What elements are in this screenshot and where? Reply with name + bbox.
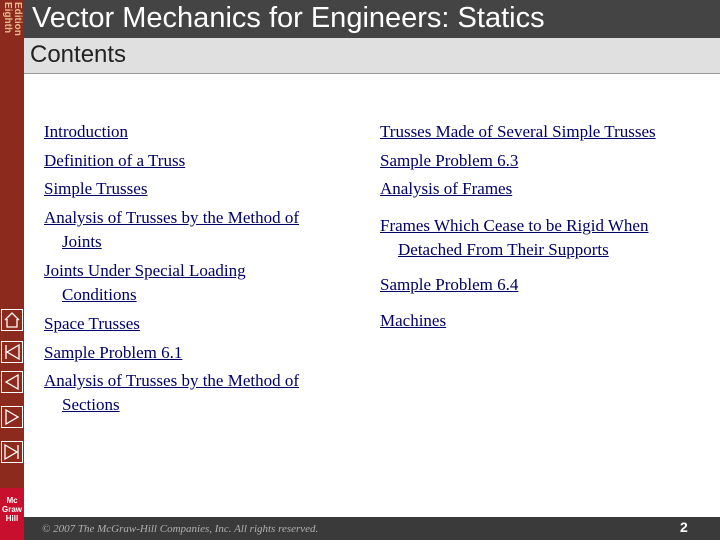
next-slide-icon (1, 406, 23, 428)
previous-slide-button[interactable] (1, 371, 23, 393)
edition-line-1: Eighth (2, 2, 13, 34)
previous-slide-icon (1, 371, 23, 393)
list-item (380, 177, 715, 214)
link-simple-trusses[interactable]: Simple Trusses (44, 179, 148, 198)
link-definition-of-a-truss[interactable]: Definition of a Truss (44, 151, 186, 170)
list-item (44, 177, 364, 206)
link-line-2: Detached From Their Supports (398, 240, 609, 259)
book-title: Vector Mechanics for Engineers: Statics (32, 2, 545, 34)
link-line-2: Conditions (62, 285, 137, 304)
contents-left-column (44, 120, 364, 417)
logo-text: Mc Graw Hill (1, 496, 22, 523)
last-slide-icon (1, 441, 23, 463)
list-item (44, 369, 364, 417)
list-item (44, 341, 364, 369)
link-line-2: Sections (62, 395, 120, 414)
link-method-of-joints[interactable] (44, 208, 364, 254)
next-slide-button[interactable] (1, 406, 23, 428)
link-space-trusses[interactable]: Space Trusses (44, 314, 140, 333)
edition-label (0, 0, 24, 40)
home-icon (1, 309, 23, 331)
link-joints-special-loading[interactable] (44, 261, 364, 307)
header-bar (24, 0, 720, 38)
link-line-1: Analysis of Trusses by the Method of (44, 371, 300, 390)
first-slide-button[interactable] (1, 341, 23, 363)
link-frames-cease-rigid[interactable] (380, 216, 715, 262)
list-item (380, 309, 715, 333)
link-line-1: Analysis of Trusses by the Method of (44, 208, 300, 227)
list-item (44, 259, 364, 312)
link-sample-problem-6-4[interactable]: Sample Problem 6.4 (380, 275, 519, 294)
footer-bar (24, 517, 720, 540)
link-method-of-sections[interactable] (44, 371, 364, 417)
list-item (44, 120, 364, 149)
list-item (380, 149, 715, 177)
first-slide-icon (1, 341, 23, 363)
last-slide-button[interactable] (1, 441, 23, 463)
edition-line-2: Edition (12, 2, 23, 36)
section-bar (24, 38, 720, 74)
link-line-1: Joints Under Special Loading (44, 261, 246, 280)
page-number: 2 (680, 519, 688, 535)
link-sample-problem-6-1[interactable]: Sample Problem 6.1 (44, 343, 183, 362)
copyright-text: © 2007 The McGraw-Hill Companies, Inc. All rights reserved. (42, 523, 319, 535)
mcgraw-hill-logo (0, 488, 24, 540)
link-line-2: Joints (62, 232, 102, 251)
list-item (380, 273, 715, 309)
home-button[interactable] (1, 309, 23, 331)
section-title: Contents (30, 41, 127, 68)
link-machines[interactable]: Machines (380, 311, 447, 330)
link-line-1: Frames Which Cease to be Rigid When (380, 216, 649, 235)
list-item (380, 214, 715, 273)
list-item (44, 149, 364, 177)
list-item (44, 312, 364, 341)
link-analysis-of-frames[interactable]: Analysis of Frames (380, 179, 513, 198)
contents-right-column (380, 120, 715, 333)
link-introduction[interactable]: Introduction (44, 122, 129, 141)
link-trusses-several-simple[interactable]: Trusses Made of Several Simple Trusses (380, 122, 656, 141)
list-item (380, 120, 715, 149)
list-item (44, 206, 364, 259)
link-sample-problem-6-3[interactable]: Sample Problem 6.3 (380, 151, 519, 170)
